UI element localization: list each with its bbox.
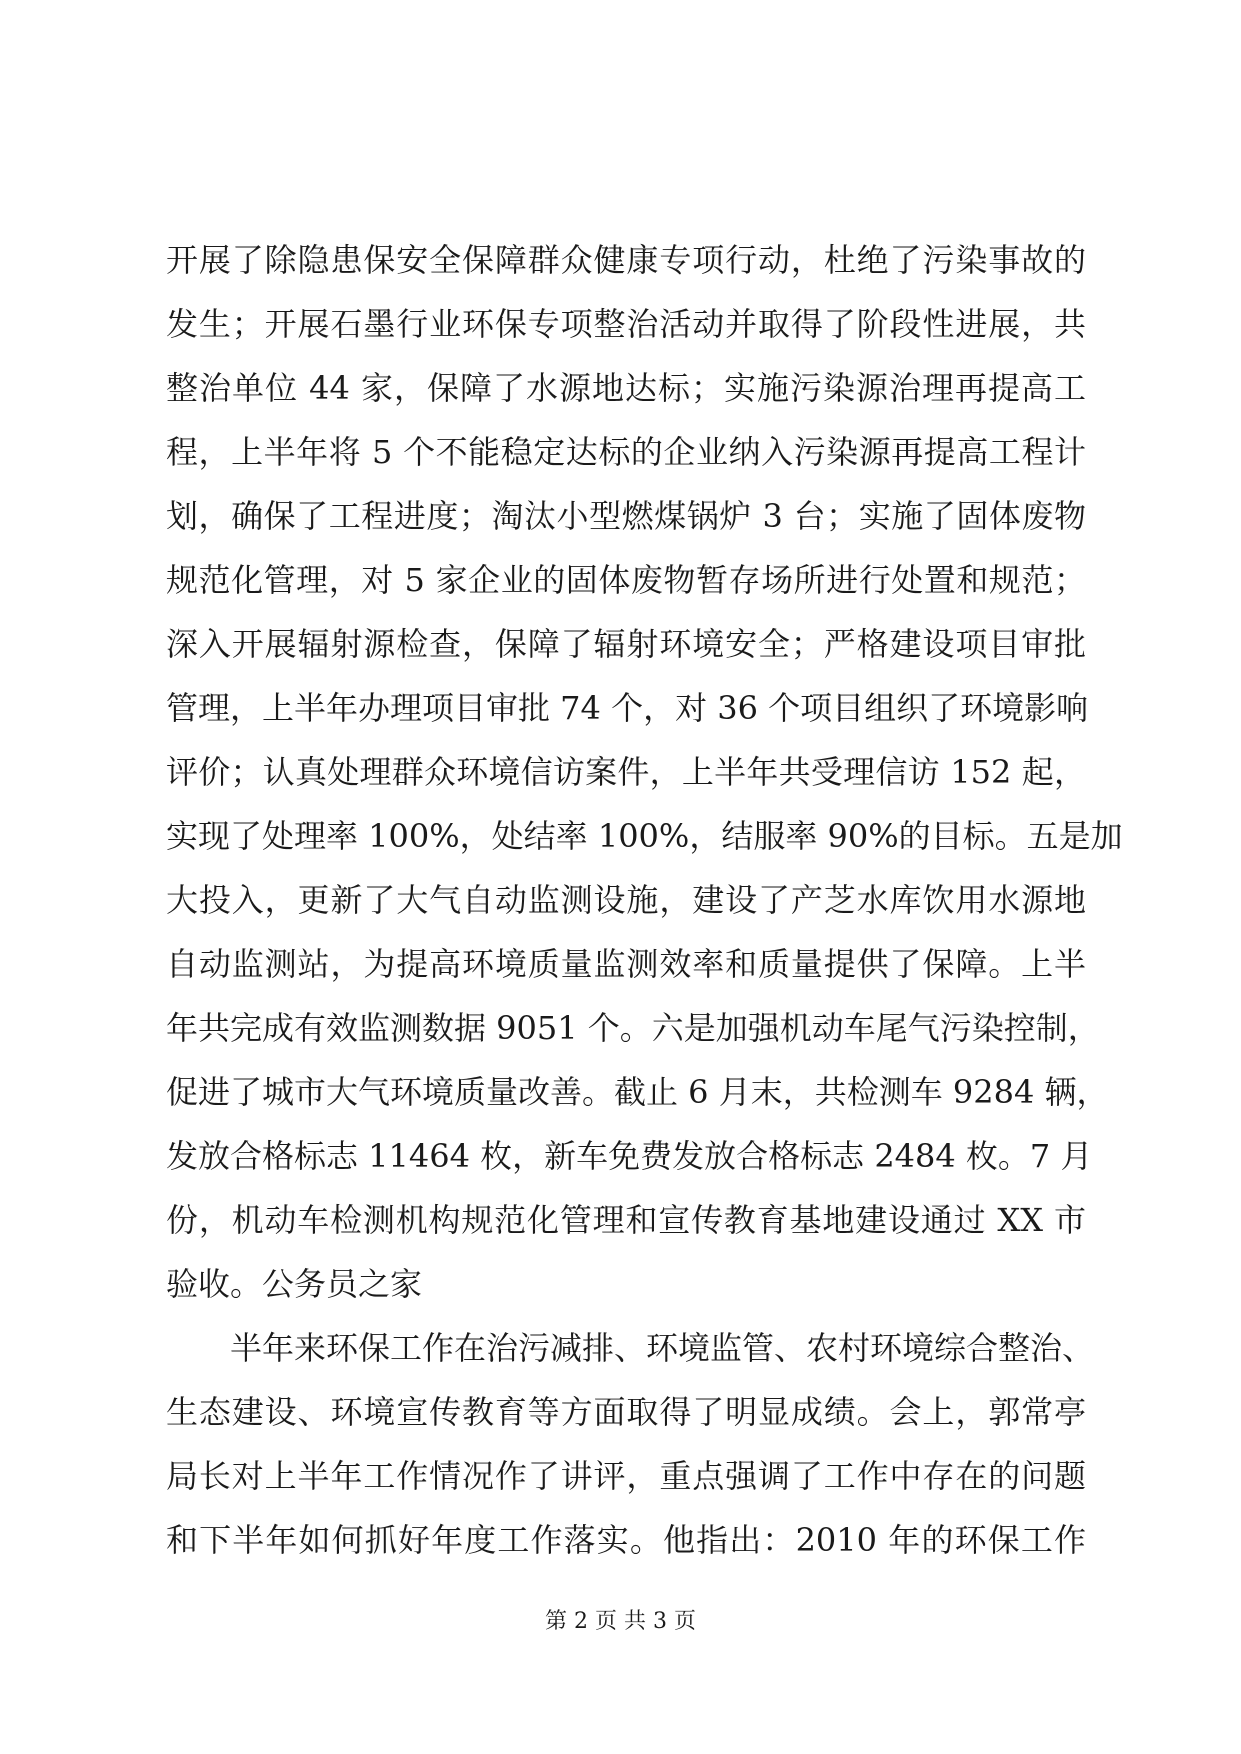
text-line: 深入开展辐射源检查，保障了辐射环境安全；严格建设项目审批 [166, 625, 1086, 663]
body-text [166, 228, 1123, 1572]
text-line: 促进了城市大气环境质量改善。截止 6 月末，共检测车 9284 辆， [166, 1073, 1109, 1111]
paragraph-2 [166, 1316, 1095, 1572]
text-line: 验收。公务员之家 [166, 1265, 423, 1303]
text-line: 评价；认真处理群众环境信访案件，上半年共受理信访 152 起， [166, 753, 1086, 791]
text-line: 发生；开展石墨行业环保专项整治活动并取得了阶段性进展，共 [166, 305, 1086, 343]
text-line: 划，确保了工程进度；淘汰小型燃煤锅炉 3 台；实施了固体废物 [166, 497, 1086, 535]
text-line: 实现了处理率 100%，处结率 100%，结服率 90%的目标。五是加 [166, 817, 1123, 855]
text-line: 规范化管理，对 5 家企业的固体废物暂存场所进行处置和规范； [166, 561, 1086, 599]
text-line: 和下半年如何抓好年度工作落实。他指出：2010 年的环保工作 [166, 1521, 1086, 1559]
text-line: 局长对上半年工作情况作了讲评，重点强调了工作中存在的问题 [166, 1457, 1086, 1495]
text-line: 生态建设、环境宣传教育等方面取得了明显成绩。会上，郭常亭 [166, 1393, 1086, 1431]
text-line: 程，上半年将 5 个不能稳定达标的企业纳入污染源再提高工程计 [166, 433, 1086, 471]
text-line: 大投入，更新了大气自动监测设施，建设了产芝水库饮用水源地 [166, 881, 1086, 919]
page-number-footer: 第 2 页 共 3 页 [545, 1609, 696, 1634]
text-line: 整治单位 44 家，保障了水源地达标；实施污染源治理再提高工 [166, 369, 1086, 407]
text-line: 年共完成有效监测数据 9051 个。六是加强机动车尾气污染控制， [166, 1009, 1100, 1047]
text-line: 发放合格标志 11464 枚，新车免费发放合格标志 2484 枚。7 月 [166, 1137, 1093, 1175]
text-line: 开展了除隐患保安全保障群众健康专项行动，杜绝了污染事故的 [166, 241, 1086, 279]
paragraph-1 [166, 228, 1123, 1316]
text-line: 自动监测站，为提高环境质量监测效率和质量提供了保障。上半 [166, 945, 1086, 983]
text-line: 管理，上半年办理项目审批 74 个，对 36 个项目组织了环境影响 [166, 689, 1089, 727]
text-line: 半年来环保工作在治污减排、环境监管、农村环境综合整治、 [230, 1329, 1095, 1367]
text-line: 份，机动车检测机构规范化管理和宣传教育基地建设通过 XX 市 [166, 1201, 1086, 1239]
